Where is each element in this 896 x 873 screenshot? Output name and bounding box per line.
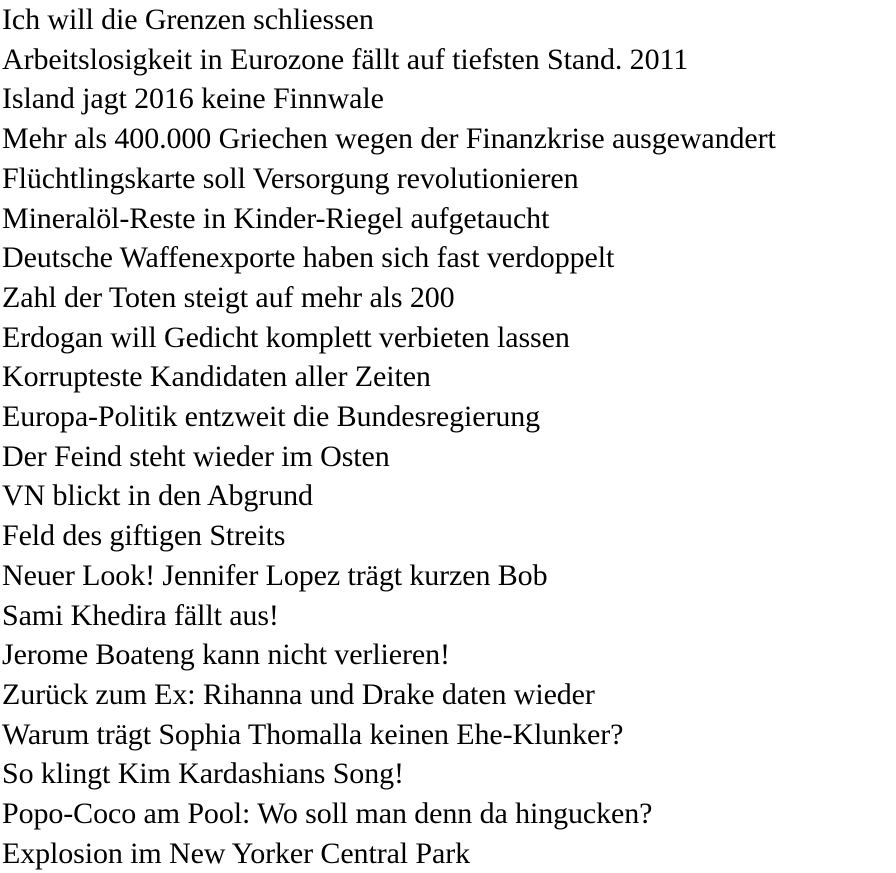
headline-item: Erdogan will Gedicht komplett verbieten lassen	[2, 320, 570, 354]
headline-item: Feld des giftigen Streits	[2, 519, 286, 553]
headline-item: Explosion im New Yorker Central Park	[2, 836, 471, 870]
headline-list	[2, 0, 896, 873]
headline-item: Ich will die Grenzen schliessen	[2, 3, 374, 36]
headline-item: Zurück zum Ex: Rihanna und Drake daten wieder	[2, 677, 595, 711]
headline-item: Jerome Boateng kann nicht verlieren!	[2, 638, 450, 672]
headline-item: Europa-Politik entzweit die Bundesregierung	[2, 400, 541, 434]
headline-item: Mineralöl-Reste in Kinder-Riegel aufgetaucht	[2, 201, 550, 235]
headline-item: Flüchtlingskarte soll Versorgung revolutionieren	[2, 161, 579, 195]
headline-item: Arbeitslosigkeit in Eurozone fällt auf tiefsten Stand. 2011	[2, 42, 689, 76]
headline-item: Island jagt 2016 keine Finnwale	[2, 82, 384, 116]
headline-item: Korrupteste Kandidaten aller Zeiten	[2, 360, 431, 394]
headline-item: Zahl der Toten steigt auf mehr als 200	[2, 280, 455, 314]
headline-item: So klingt Kim Kardashians Song!	[2, 757, 404, 791]
headline-item: Mehr als 400.000 Griechen wegen der Finanzkrise ausgewandert	[2, 122, 776, 156]
headline-item: Deutsche Waffenexporte haben sich fast verdoppelt	[2, 241, 615, 275]
headline-item: Popo-Coco am Pool: Wo soll man denn da hingucken?	[2, 797, 653, 831]
headline-item: Warum trägt Sophia Thomalla keinen Ehe-Klunker?	[2, 717, 624, 751]
headline-item: Sami Khedira fällt aus!	[2, 598, 279, 632]
headline-item: Neuer Look! Jennifer Lopez trägt kurzen Bob	[2, 558, 548, 592]
headline-item: Der Feind steht wieder im Osten	[2, 439, 390, 473]
headline-item: VN blickt in den Abgrund	[2, 479, 313, 513]
